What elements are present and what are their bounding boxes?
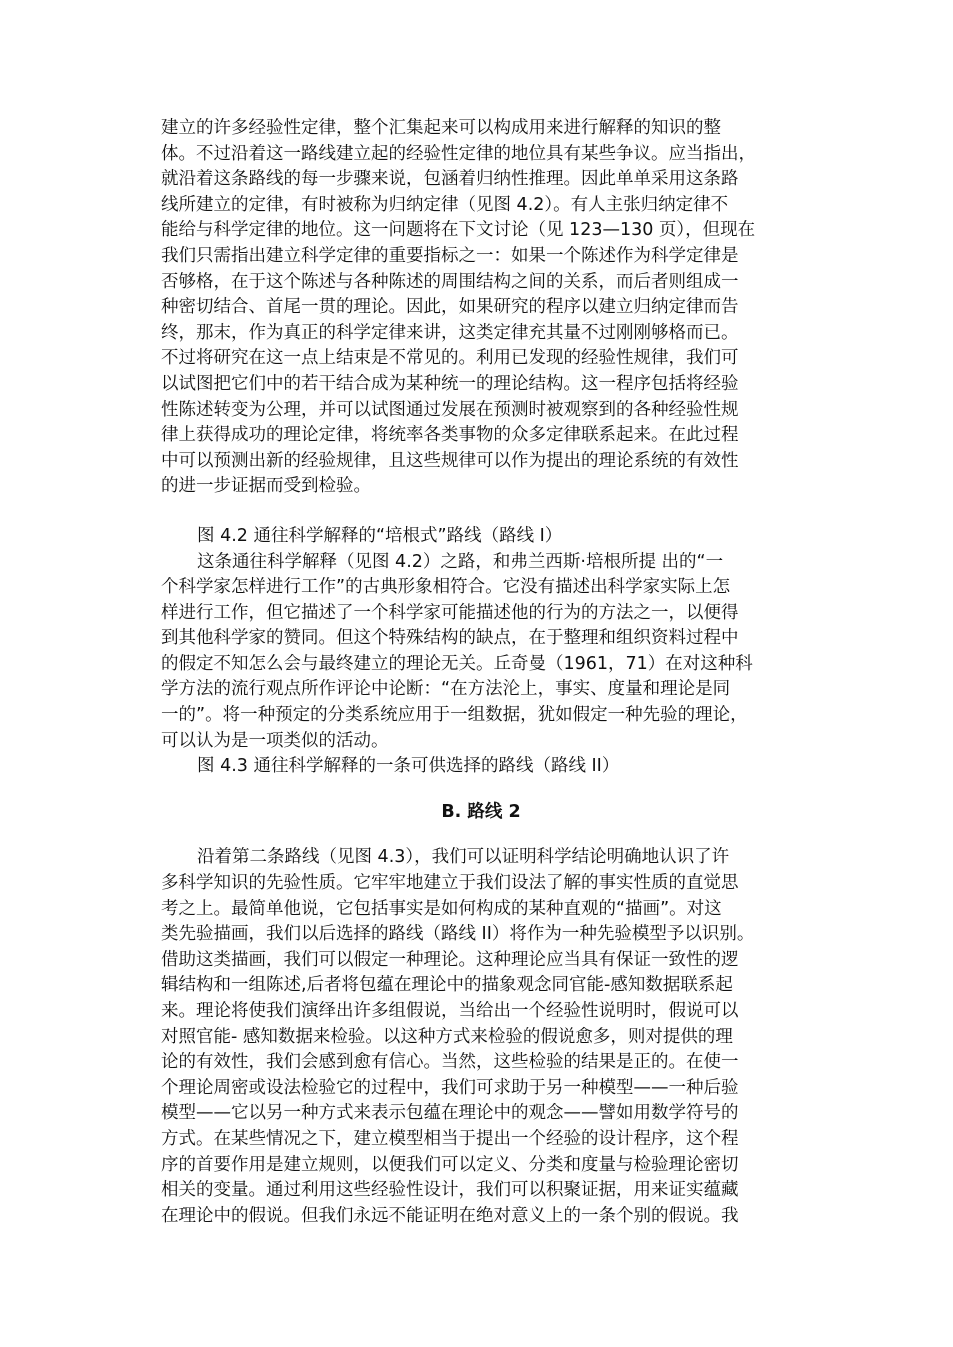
paragraph-2	[161, 550, 801, 755]
section-heading: B. 路线 2	[441, 801, 521, 822]
text-line: 中可以预测出新的经验规律，且这些规律可以作为提出的理论系统的有效性	[161, 450, 739, 471]
paragraph-1	[161, 116, 801, 500]
text-line: 的假定不知怎么会与最终建立的理论无关。丘奇曼（1961，71）在对这种科	[161, 653, 753, 674]
text-line: 样进行工作，但它描述了一个科学家可能描述他的行为的方法之一，以便得	[161, 602, 739, 623]
text-line: 类先验描画，我们以后选择的路线（路线 II）将作为一种先验模型予以识别。	[161, 924, 755, 945]
text-line: 序的首要作用是建立规则，以便我们可以定义、分类和度量与检验理论密切	[161, 1154, 739, 1175]
text-line: 学方法的流行观点所作评论中论断：“在方法沦上，事实、度量和理论是同	[161, 679, 731, 700]
text-line: 种密切结合、首尾一贯的理论。因此，如果研究的程序以建立归纳定律而告	[161, 297, 739, 318]
text-line: 个理论周密或设法检验它的过程中，我们可求助于另一种模型——一种后验	[161, 1077, 739, 1098]
text-line: 论的有效性，我们会感到愈有信心。当然，这些检验的结果是正的。在使一	[161, 1052, 739, 1073]
spacer	[161, 780, 801, 800]
spacer	[161, 825, 801, 845]
spacer	[161, 500, 801, 524]
text-line: 的进一步证据而受到检验。	[161, 476, 371, 497]
text-line: 沿着第二条路线（见图 4.3），我们可以证明科学结论明确地认识了许	[197, 847, 730, 868]
text-line: 对照官能- 感知数据来检验。以这种方式来检验的假说愈多，则对提供的理	[161, 1026, 733, 1047]
text-line: 模型——它以另一种方式来表示包蕴在理论中的观念——譬如用数学符号的	[161, 1103, 739, 1124]
text-line: 我们只需指出建立科学定律的重要指标之一：如果一个陈述作为科学定律是	[161, 245, 739, 266]
text-line: 到其他科学家的赞同。但这个特殊结构的缺点，在于整理和组织资料过程中	[161, 628, 739, 649]
text-line: 来。理论将使我们演绎出许多组假说，当给出一个经验性说明时，假说可以	[161, 1001, 739, 1021]
text-line: 体。不过沿着这一路线建立起的经验性定律的地位具有某些争议。应当指出，	[161, 143, 756, 164]
text-line: 多科学知识的先验性质。它牢牢地建立于我们设法了解的事实性质的直觉思	[161, 873, 739, 894]
figure-caption-4-2: 图 4.2 通往科学解释的“培根式”路线（路线 I）	[197, 525, 563, 546]
paragraph-3	[161, 845, 801, 1229]
text-line: 终，那末，作为真正的科学定律来讲，这类定律充其量不过刚刚够格而已。	[161, 322, 739, 343]
text-line: 建立的许多经验性定律，整个汇集起来可以构成用来进行解释的知识的整	[161, 118, 721, 138]
text-line: 不过将研究在这一点上结束是不常见的。利用已发现的经验性规律，我们可	[161, 348, 739, 369]
text-line: 以试图把它们中的若干结合成为某种统一的理论结构。这一程序包括将经验	[161, 373, 739, 394]
text-line: 考之上。最简单他说，它包括事实是如何构成的某种直观的“描画”。对这	[161, 898, 722, 919]
text-line: 在理论中的假说。但我们永远不能证明在绝对意义上的一条个别的假说。我	[161, 1205, 739, 1226]
text-line: 线所建立的定律，有时被称为归纳定律（见图 4.2）。有人主张归纳定律不	[161, 194, 729, 215]
text-line: 相关的变量。通过利用这些经验性设计，我们可以积聚证据，用来证实蕴藏	[161, 1180, 739, 1201]
text-line: 一的”。将一种预定的分类系统应用于一组数据，犹如假定一种先验的理论，	[161, 705, 748, 726]
text-line: 就沿着这条路线的每一步骤来说，包涵着归纳性推理。因此单单采用这条路	[161, 169, 739, 190]
text-line: 辑结构和一组陈述,后者将包蕴在理论中的描象观念同官能-感知数据联系起	[161, 975, 733, 996]
document-page	[161, 116, 801, 1229]
text-line: 性陈述转变为公理，并可以试图通过发展在预测时被观察到的各种经验性规	[161, 399, 739, 420]
text-line: 可以认为是一项类似的活动。	[161, 730, 389, 751]
figure-caption-4-3: 图 4.3 通往科学解释的一条可供选择的路线（路线 II）	[197, 756, 620, 777]
text-line: 否够格，在于这个陈述与各种陈述的周围结构之间的关系，而后者则组成一	[161, 271, 739, 292]
text-line: 能给与科学定律的地位。这一问题将在下文讨论（见 123—130 页），但现在	[161, 220, 756, 241]
text-line: 借助这类描画，我们可以假定一种理论。这种理论应当具有保证一致性的逻	[161, 949, 739, 970]
text-line: 律上获得成功的理论定律，将统率各类事物的众多定律联系起来。在此过程	[161, 425, 739, 446]
text-line: 个科学家怎样进行工作”的古典形象相符合。它没有描述出科学家实际上怎	[161, 577, 731, 598]
text-line: 方式。在某些情况之下，建立模型相当于提出一个经验的设计程序，这个程	[161, 1128, 739, 1149]
text-line: 这条通往科学解释（见图 4.2）之路，和弗兰西斯·培根所提 出的“一	[197, 551, 724, 572]
